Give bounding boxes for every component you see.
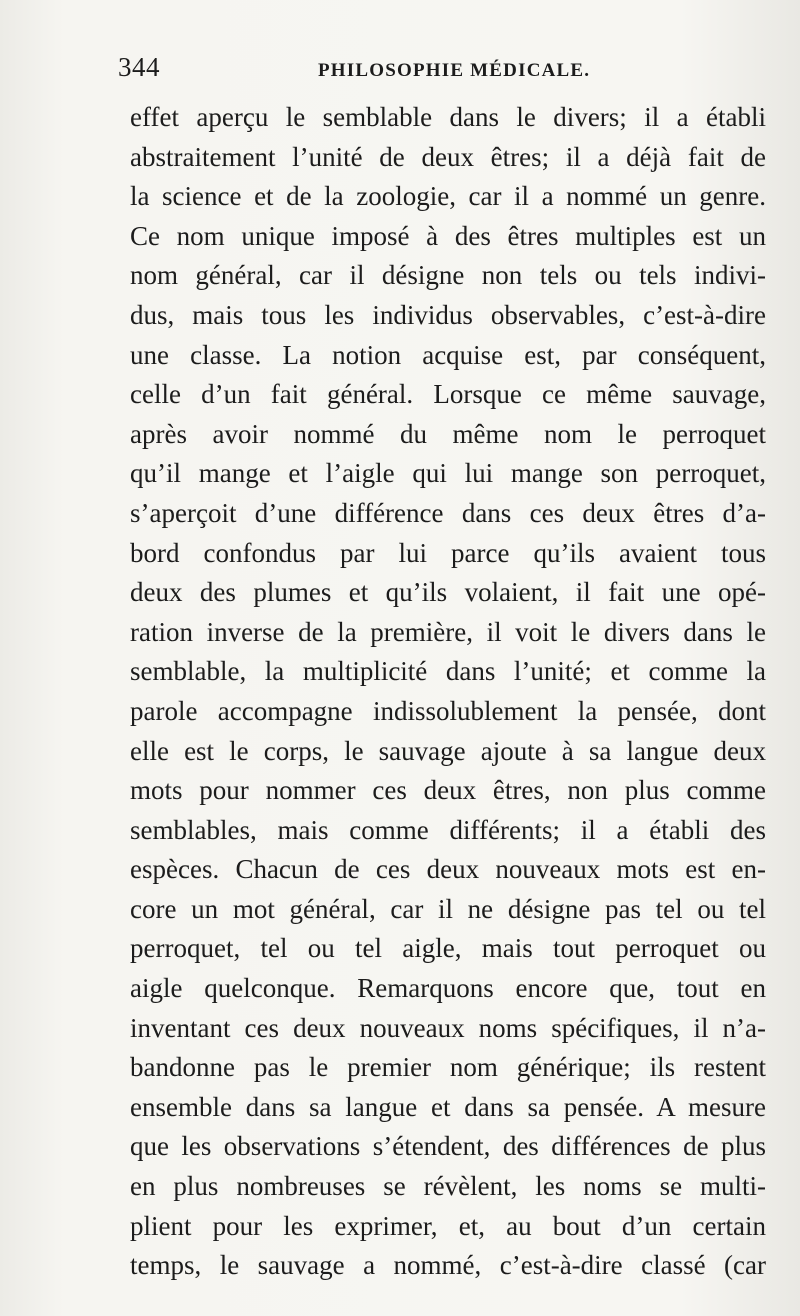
text-line: perroquet, tel ou tel aigle, mais tout perroquet ou xyxy=(130,933,766,964)
text-line: celle d’un fait général. Lorsque ce même sauvage, xyxy=(130,379,766,410)
text-line: Ce nom unique imposé à des êtres multiples est un xyxy=(130,220,766,251)
text-line: ration inverse de la première, il voit le divers dans le xyxy=(130,616,766,647)
text-line: que les observations s’étendent, des différences de plus xyxy=(130,1131,766,1162)
text-line: ensemble dans sa langue et dans sa pensée. A mesure xyxy=(130,1091,766,1122)
text-line: bandonne pas le premier nom générique; ils restent xyxy=(130,1052,766,1083)
text-line: aigle quelconque. Remarquons encore que, tout en xyxy=(130,973,766,1004)
page-number: 344 xyxy=(118,52,160,82)
text-line: abstraitement l’unité de deux êtres; il a déjà fait de xyxy=(130,141,766,172)
text-line: qu’il mange et l’aigle qui lui mange son perroquet, xyxy=(130,458,766,489)
body-text xyxy=(130,98,766,1286)
text-line: semblables, mais comme différents; il a établi des xyxy=(130,814,766,845)
text-line: deux des plumes et qu’ils volaient, il fait une opé- xyxy=(130,577,766,608)
text-line: parole accompagne indissolublement la pensée, dont xyxy=(130,695,766,726)
text-line: espèces. Chacun de ces deux nouveaux mots est en- xyxy=(130,854,766,885)
text-line: plient pour les exprimer, et, au bout d’un certain xyxy=(130,1210,766,1241)
text-line: dus, mais tous les individus observables, c’est-à-dire xyxy=(130,299,766,330)
text-line: une classe. La notion acquise est, par conséquent, xyxy=(130,339,766,370)
text-line: inventant ces deux nouveaux noms spécifiques, il n’a- xyxy=(130,1012,766,1043)
text-line: après avoir nommé du même nom le perroquet xyxy=(130,418,766,449)
text-line: core un mot général, car il ne désigne pas tel ou tel xyxy=(130,893,766,924)
text-line: semblable, la multiplicité dans l’unité; et comme la xyxy=(130,656,766,687)
text-line: elle est le corps, le sauvage ajoute à sa langue deux xyxy=(130,735,766,766)
text-line: mots pour nommer ces deux êtres, non plus comme xyxy=(130,775,766,806)
text-line: la science et de la zoologie, car il a nommé un genre. xyxy=(130,181,766,212)
text-line: nom général, car il désigne non tels ou tels indivi- xyxy=(130,260,766,291)
text-line: temps, le sauvage a nommé, c’est-à-dire classé (car xyxy=(130,1250,766,1281)
text-line: bord confondus par lui parce qu’ils avaient tous xyxy=(130,537,766,568)
running-title: PHILOSOPHIE MÉDICALE. xyxy=(318,60,591,81)
text-line: effet aperçu le semblable dans le divers; il a établi xyxy=(130,102,766,132)
text-line: en plus nombreuses se révèlent, les noms se multi- xyxy=(130,1171,766,1202)
text-line: s’aperçoit d’une différence dans ces deux êtres d’a- xyxy=(130,497,766,528)
page-header xyxy=(118,52,678,88)
